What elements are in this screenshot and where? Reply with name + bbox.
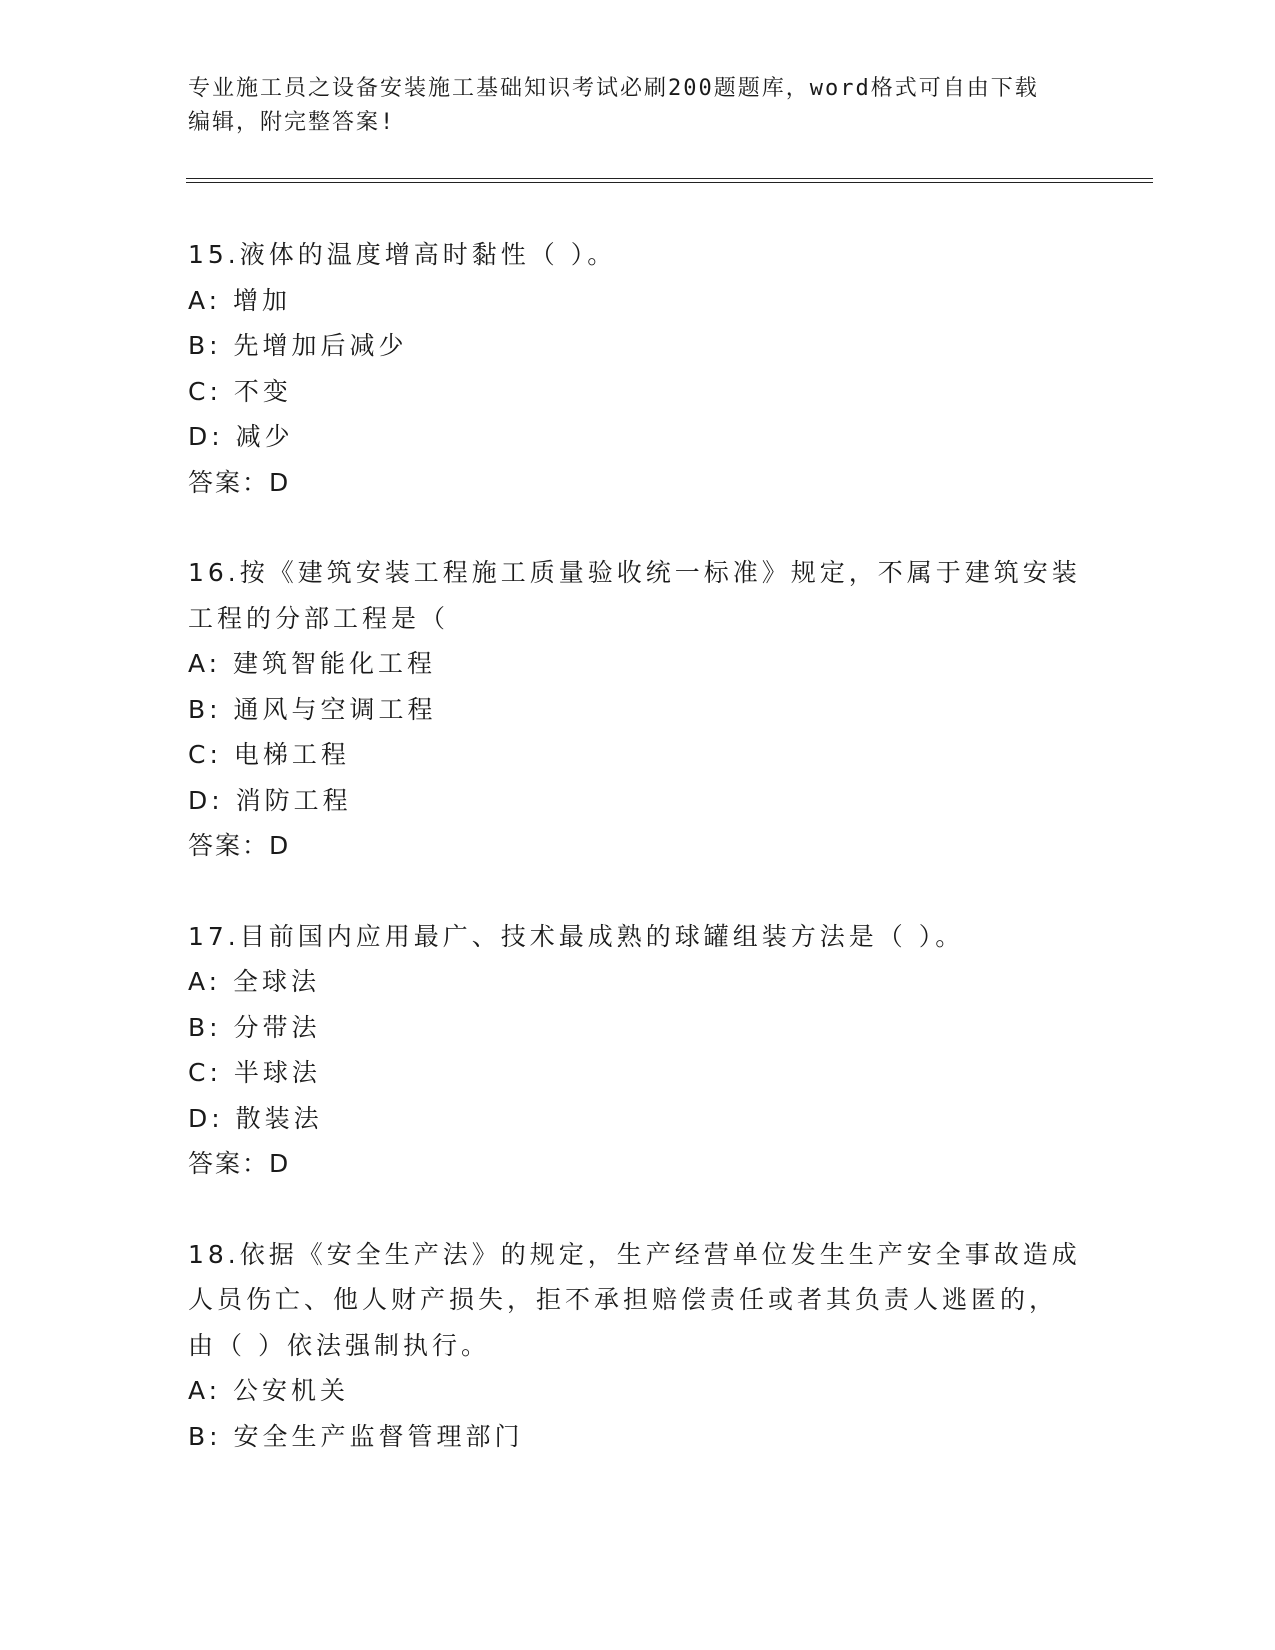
question-stem: 16.按《建筑安装工程施工质量验收统一标准》规定，不属于建筑安装 — [188, 558, 1081, 587]
question-stem-cont: 由（ ）依法强制执行。 — [188, 1330, 490, 1360]
option-b: B: 分带法 — [188, 1012, 321, 1042]
option-a: A: 全球法 — [188, 967, 321, 996]
option-d: D: 散装法 — [188, 1103, 323, 1133]
question-16 — [188, 550, 1088, 869]
question-stem: 17.目前国内应用最广、技术最成熟的球罐组装方法是（ ）。 — [188, 921, 965, 951]
question-15 — [188, 232, 1088, 505]
option-d: D: 消防工程 — [188, 785, 352, 815]
option-b: B: 通风与空调工程 — [188, 694, 437, 724]
question-stem: 15.液体的温度增高时黏性（ ）。 — [188, 240, 617, 269]
option-a: A: 建筑智能化工程 — [188, 649, 437, 678]
header-line-2: 编辑，附完整答案! — [188, 110, 396, 135]
option-c: C: 不变 — [188, 376, 292, 406]
answer: 答案：D — [188, 1149, 291, 1178]
question-stem-cont: 工程的分部工程是（ — [188, 603, 450, 633]
option-d: D: 减少 — [188, 422, 294, 451]
option-b: B: 先增加后减少 — [188, 331, 408, 360]
answer: 答案：D — [188, 467, 291, 497]
option-a: A: 增加 — [188, 285, 292, 315]
question-stem-cont: 人员伤亡、他人财产损失，拒不承担赔偿责任或者其负责人逃匿的， — [188, 1285, 1059, 1314]
question-18 — [188, 1232, 1088, 1460]
option-c: C: 半球法 — [188, 1058, 321, 1087]
question-17 — [188, 914, 1088, 1187]
answer: 答案：D — [188, 831, 291, 860]
option-b: B: 安全生产监督管理部门 — [188, 1421, 524, 1451]
header-rule-bottom — [186, 182, 1153, 183]
document-header — [188, 72, 1088, 140]
option-c: C: 电梯工程 — [188, 740, 350, 769]
question-stem: 18.依据《安全生产法》的规定，生产经营单位发生生产安全事故造成 — [188, 1239, 1081, 1269]
header-line-1: 专业施工员之设备安装施工基础知识考试必刷200题题库，word格式可自由下载 — [188, 76, 1039, 101]
question-list — [188, 232, 1088, 1504]
option-a: A: 公安机关 — [188, 1376, 350, 1405]
header-rule-top — [186, 178, 1153, 179]
